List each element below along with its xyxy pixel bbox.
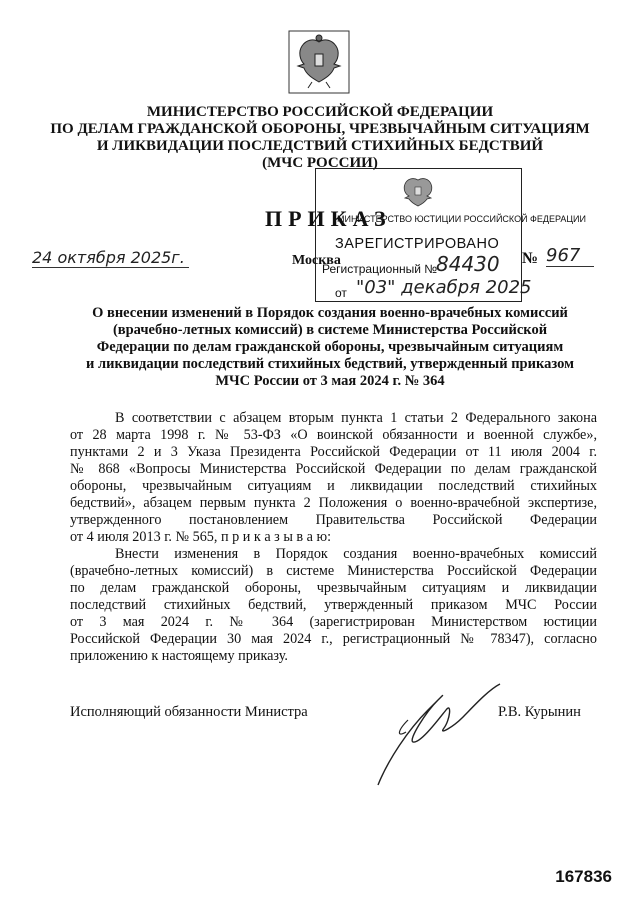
subject-line: (врачебно-летных комиссий) в системе Министерства Российской: [112, 322, 548, 338]
subject-line: и ликвидации последствий стихийных бедствий, утвержденный приказом: [86, 356, 574, 372]
stamp-emblem: [400, 174, 436, 208]
ministry-header-line3: И ЛИКВИДАЦИИ ПОСЛЕДСТВИЙ СТИХИЙНЫХ БЕДСТВИЙ: [96, 138, 544, 154]
ministry-header-line1: МИНИСТЕРСТВО РОССИЙСКОЙ ФЕДЕРАЦИИ: [146, 104, 494, 120]
stamp-reg-number: 84430: [436, 252, 500, 276]
ministry-header-line2: ПО ДЕЛАМ ГРАЖДАНСКОЙ ОБОРОНЫ, ЧРЕЗВЫЧАЙНЫМ СИТУАЦИЯМ: [50, 121, 590, 137]
ministry-header-line4: (МЧС РОССИИ): [262, 155, 378, 171]
para-line: Внести изменения в Порядок создания военно-врачебных комиссий: [115, 546, 597, 562]
stamp-ministry-label: МИНИСТЕРСТВО ЮСТИЦИИ РОССИЙСКОЙ ФЕДЕРАЦИИ: [337, 214, 586, 224]
para-line: от 28 марта 1998 г. № 53-ФЗ «О воинской обязанности и военной службе»,: [70, 427, 597, 443]
para-line: утвержденного постановлением Правительства Российской Федерации: [70, 512, 597, 528]
para-line: бедствий», абзацем первым пункта 2 Положения о военно-врачебной экспертизе,: [70, 495, 597, 511]
para-line: (врачебно-летных комиссий) в системе Министерства Российской Федерации: [70, 563, 597, 579]
subject-line: О внесении изменений в Порядок создания военно-врачебных комиссий: [92, 305, 568, 321]
signatory-position: Исполняющий обязанности Министра: [70, 704, 308, 720]
subject-line: МЧС России от 3 мая 2024 г. № 364: [215, 373, 445, 389]
handwritten-signature: [368, 680, 508, 790]
para-line: В соответствии с абзацем вторым пункта 1 статьи 2 Федерального закона: [115, 410, 597, 426]
para-line: приложению к настоящему приказу.: [70, 648, 288, 664]
body-paragraph-2: [70, 546, 597, 665]
para-line: обороны, чрезвычайным ситуациям и ликвидации последствий стихийных: [70, 478, 597, 494]
para-line: № 868 «Вопросы Министерства Российской Федерации по делам гражданской: [70, 461, 597, 477]
para-line: пунктами 2 и 3 Указа Президента Российской Федерации от 11 июля 2004 г.: [70, 444, 597, 460]
coat-of-arms-emblem: [288, 30, 350, 94]
stamp-date-label: от: [335, 286, 347, 300]
order-title: ПРИКАЗ: [265, 206, 392, 231]
stamp-reg-number-label: Регистрационный №: [322, 262, 438, 276]
signatory-name: Р.В. Курынин: [498, 704, 581, 720]
order-number-prefix: №: [522, 250, 539, 267]
para-line: от 3 мая 2024 г. № 364 (зарегистрирован Министерством юстиции: [70, 614, 597, 630]
para-line: Российской Федерации 30 мая 2024 г., регистрационный № 78347), согласно: [70, 631, 597, 647]
stamp-registered-label: ЗАРЕГИСТРИРОВАНО: [335, 236, 500, 252]
stamp-date: "03" декабря 2025: [356, 277, 532, 298]
order-subject: [60, 305, 600, 390]
subject-line: Федерации по делам гражданской обороны, чрезвычайным ситуациям: [96, 339, 564, 355]
order-date-handwritten: 24 октября 2025г.: [32, 248, 189, 268]
para-line: от 4 июля 2013 г. № 565, п р и к а з ы в а ю:: [70, 529, 332, 545]
para-line: по делам гражданской обороны, чрезвычайным ситуациям и ликвидации: [70, 580, 597, 596]
order-city: Москва: [292, 253, 341, 268]
body-paragraph-1: [70, 410, 597, 546]
document-code: 167836: [555, 867, 612, 886]
order-number-handwritten: 967: [546, 245, 594, 267]
para-line: последствий стихийных бедствий, утвержденный приказом МЧС России: [70, 597, 597, 613]
